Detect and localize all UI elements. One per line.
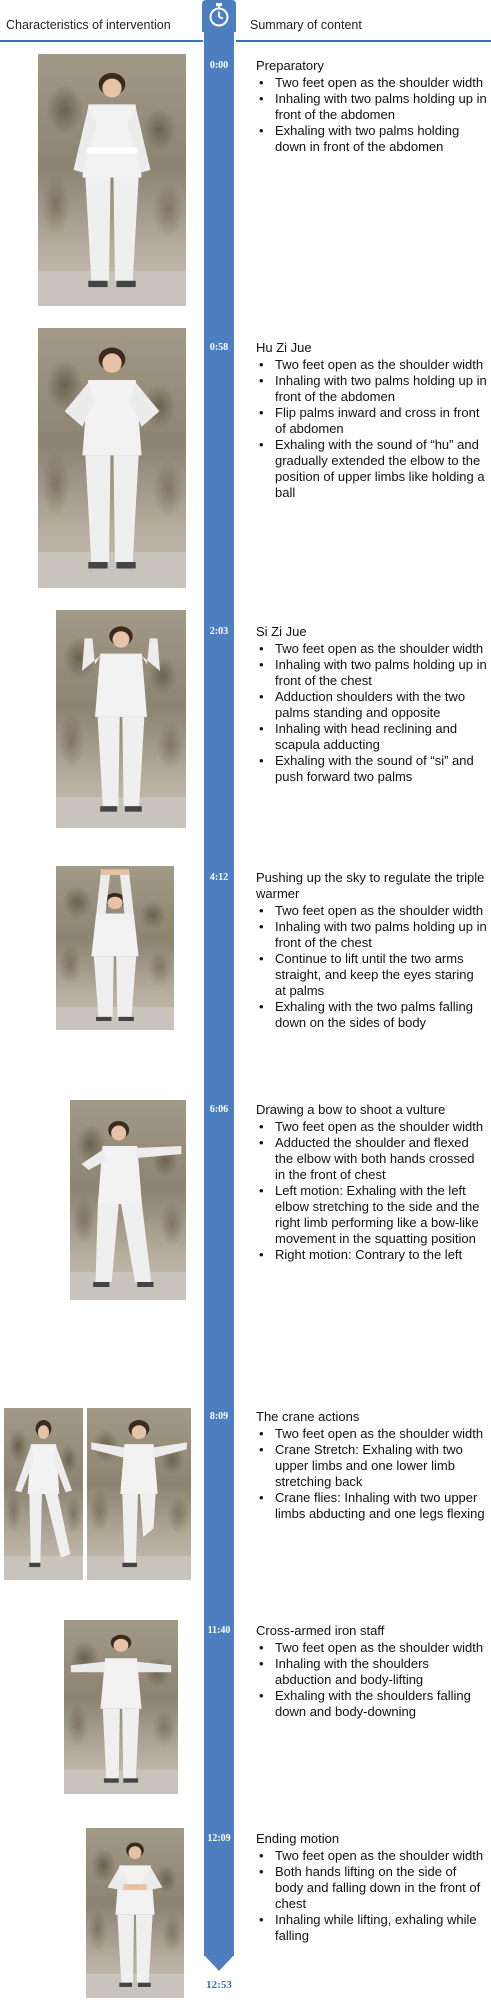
bullet-item: • Adduction shoulders with the two palms standing and opposite bbox=[256, 689, 488, 721]
photo-preparatory bbox=[38, 54, 186, 306]
bullet-item: • Adducted the shoulder and flexed the elbow with both hands crossed in the front of chest bbox=[256, 1135, 488, 1183]
photo-hu-zi-jue bbox=[38, 328, 186, 588]
photo-drawing-a-bow bbox=[70, 1100, 186, 1300]
section-title-crane-actions: The crane actions bbox=[256, 1409, 360, 1424]
photo-si-zi-jue bbox=[56, 610, 186, 828]
section-title-cross-armed-iron-staff: Cross-armed iron staff bbox=[256, 1623, 385, 1638]
timeline-bar bbox=[204, 30, 234, 1956]
timestamp-hu-zi-jue: 0:58 bbox=[209, 342, 229, 353]
bullet-item: • Exhaling with two palms holding down in front of the abdomen bbox=[256, 123, 488, 155]
bullet-item: • Inhaling with the shoulders abduction and body-lifting bbox=[256, 1656, 488, 1688]
bullet-list-hu-zi-jue bbox=[256, 357, 488, 501]
bullet-item: • Inhaling with two palms holding up in front of the abdomen bbox=[256, 373, 488, 405]
bullet-list-ending-motion bbox=[256, 1848, 488, 1944]
bullet-item: • Two feet open as the shoulder width bbox=[256, 1848, 488, 1864]
bullet-list-pushing-up-the-sky bbox=[256, 903, 488, 1031]
section-title-hu-zi-jue: Hu Zi Jue bbox=[256, 340, 312, 355]
timestamp-crane-actions: 8:09 bbox=[209, 1411, 229, 1422]
bullet-item: • Exhaling with the two palms falling down on the sides of body bbox=[256, 999, 488, 1031]
timestamp-pushing-up-the-sky: 4:12 bbox=[209, 872, 229, 883]
photo-pushing-up-the-sky bbox=[56, 866, 174, 1030]
bullet-item: • Two feet open as the shoulder width bbox=[256, 1426, 488, 1442]
bullet-list-preparatory bbox=[256, 75, 488, 155]
section-title-si-zi-jue: Si Zi Jue bbox=[256, 624, 307, 639]
bullet-list-si-zi-jue bbox=[256, 641, 488, 785]
left-column-header: Characteristics of intervention bbox=[6, 18, 171, 32]
photo-crane-flies bbox=[87, 1408, 191, 1580]
bullet-item: • Two feet open as the shoulder width bbox=[256, 1640, 488, 1656]
bullet-item: • Two feet open as the shoulder width bbox=[256, 641, 488, 657]
timeline-arrow-head bbox=[204, 1955, 234, 1971]
stopwatch-icon bbox=[202, 0, 236, 32]
timestamp-si-zi-jue: 2:03 bbox=[209, 626, 229, 637]
photo-cross-armed-iron-staff bbox=[64, 1620, 178, 1794]
bullet-item: • Crane Stretch: Exhaling with two upper limbs and one lower limb stretching back bbox=[256, 1442, 488, 1490]
bullet-item: • Flip palms inward and cross in front of abdomen bbox=[256, 405, 488, 437]
timestamp-end: 12:53 bbox=[206, 1979, 232, 1991]
bullet-list-crane-actions bbox=[256, 1426, 488, 1522]
bullet-item: • Exhaling with the sound of “si” and push forward two palms bbox=[256, 753, 488, 785]
bullet-item: • Left motion: Exhaling with the left elbow stretching to the side and the right limb performing like a bow-like movement in the squatting position bbox=[256, 1183, 488, 1247]
bullet-item: • Continue to lift until the two arms straight, and keep the eyes staring at palms bbox=[256, 951, 488, 999]
section-title-pushing-up-the-sky: Pushing up the sky to regulate the triple warmer bbox=[256, 870, 485, 901]
bullet-item: • Exhaling with the sound of “hu” and gradually extended the elbow to the position of upper limbs like holding a ball bbox=[256, 437, 488, 501]
bullet-item: • Exhaling with the shoulders falling down and body-downing bbox=[256, 1688, 488, 1720]
bullet-item: • Two feet open as the shoulder width bbox=[256, 357, 488, 373]
bullet-item: • Two feet open as the shoulder width bbox=[256, 903, 488, 919]
timestamp-ending-motion: 12:09 bbox=[207, 1833, 231, 1844]
bullet-item: • Both hands lifting on the side of body and falling down in the front of chest bbox=[256, 1864, 488, 1912]
timestamp-drawing-a-bow: 6:06 bbox=[209, 1104, 229, 1115]
bullet-item: • Inhaling with two palms holding up in front of the abdomen bbox=[256, 91, 488, 123]
bullet-item: • Two feet open as the shoulder width bbox=[256, 75, 488, 91]
timestamp-cross-armed-iron-staff: 11:40 bbox=[207, 1625, 231, 1636]
header-divider-right bbox=[236, 40, 491, 42]
photo-crane-stretch bbox=[4, 1408, 83, 1580]
bullet-item: • Inhaling while lifting, exhaling while falling bbox=[256, 1912, 488, 1944]
right-column-header: Summary of content bbox=[250, 18, 362, 32]
header-divider-left bbox=[0, 40, 203, 42]
section-title-drawing-a-bow: Drawing a bow to shoot a vulture bbox=[256, 1102, 446, 1117]
section-title-ending-motion: Ending motion bbox=[256, 1831, 340, 1846]
timestamp-preparatory: 0:00 bbox=[209, 60, 229, 71]
bullet-list-drawing-a-bow bbox=[256, 1119, 488, 1263]
bullet-item: • Crane flies: Inhaling with two upper limbs abducting and one legs flexing bbox=[256, 1490, 488, 1522]
photo-ending-motion bbox=[86, 1828, 184, 1998]
bullet-item: • Inhaling with two palms holding up in front of the chest bbox=[256, 657, 488, 689]
bullet-item: • Inhaling with head reclining and scapula adducting bbox=[256, 721, 488, 753]
bullet-item: • Right motion: Contrary to the left bbox=[256, 1247, 488, 1263]
bullet-item: • Two feet open as the shoulder width bbox=[256, 1119, 488, 1135]
section-title-preparatory: Preparatory bbox=[256, 58, 324, 73]
bullet-list-cross-armed-iron-staff bbox=[256, 1640, 488, 1720]
bullet-item: • Inhaling with two palms holding up in front of the chest bbox=[256, 919, 488, 951]
